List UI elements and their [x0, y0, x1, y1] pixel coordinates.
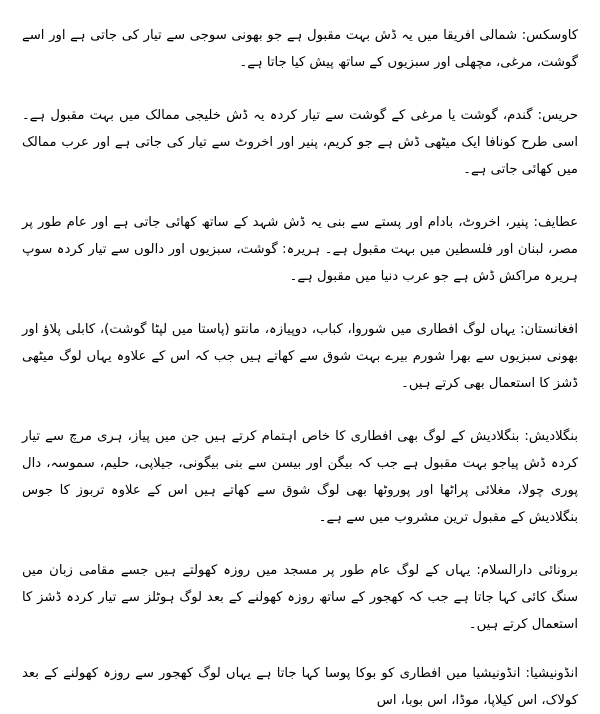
- paragraph-brunei: برونائی دارالسلام: یہاں کے لوگ عام طور پر مسجد میں روزہ کھولتے ہیں جسے مقامی زبان میں سنگ کائی کہا جاتا ہے جب کہ کھجور کے ساتھ روزہ کھولنے کے بعد لوگ ہوٹلز سے تیار کردہ ڈشز کا استعمال کرتے ہیں۔: [22, 563, 578, 632]
- paragraph-bangladesh: بنگلادیش: بنگلادیش کے لوگ بھی افطاری کا خاص اہتمام کرتے ہیں جن میں پیاز، ہری مرچ سے تیار کردہ ڈش پیاجو بہت مقبول ہے جب کہ بیگن اور بیسن سے بنی بیگونی، جیلاپی، حلیم، سموسہ، دال پوری چولا، مغلائی پراٹھا اور پوروٹھا بھی لوگ شوق سے کھاتے ہیں اس کے علاوہ تربوز کا جوس بنگلادیش کے مقبول ترین مشروب میں سے ہے۔: [22, 429, 578, 525]
- paragraph-afghanistan: افغانستان: یہاں لوگ افطاری میں شوروا، کباب، دوپیازہ، مانتو (پاستا میں لپٹا گوشت)، کابلی پلاؤ اور بھونی سبزیوں سے بھرا شورم بیرے بہت شوق سے کھاتے ہیں جب کہ اس کے علاوہ یہاں لوگ میٹھی ڈشز کا استعمال بھی کرتے ہیں۔: [22, 322, 578, 391]
- paragraph-couscous: کاوسکس: شمالی افریقا میں یہ ڈش بہت مقبول ہے جو بھونی سوجی سے تیار کی جاتی ہے اور اسے گوشت، مرغی، مچھلی اور سبزیوں کے ساتھ پیش کیا جاتا ہے۔: [22, 28, 578, 70]
- paragraph-qatayef: عطایف: پنیر، اخروٹ، بادام اور پستے سے بنی یہ ڈش شہد کے ساتھ کھائی جاتی ہے اور عام طور پر مصر، لبنان اور فلسطین میں بہت مقبول ہے۔ ہریرہ: گوشت، سبزیوں اور دالوں سے تیار کردہ سوپ ہریرہ مراکش ڈش ہے جو عرب دنیا میں مقبول ہے۔: [22, 215, 578, 284]
- paragraph-indonesia: انڈونیشیا: انڈونیشیا میں افطاری کو بوکا پوسا کہا جاتا ہے یہاں لوگ کھجور سے روزہ کھولنے کے بعد کولاک، اس کیلاپا، موڈا، اس بوبا، اس: [22, 666, 578, 708]
- paragraph-harees: حریس: گندم، گوشت یا مرغی کے گوشت سے تیار کردہ یہ ڈش خلیجی ممالک میں بہت مقبول ہے۔ اسی طرح کونافا ایک میٹھی ڈش ہے جو کریم، پنیر اور اخروٹ سے تیار کی جاتی ہے اور عرب ممالک میں کھائی جاتی ہے۔: [22, 108, 578, 177]
